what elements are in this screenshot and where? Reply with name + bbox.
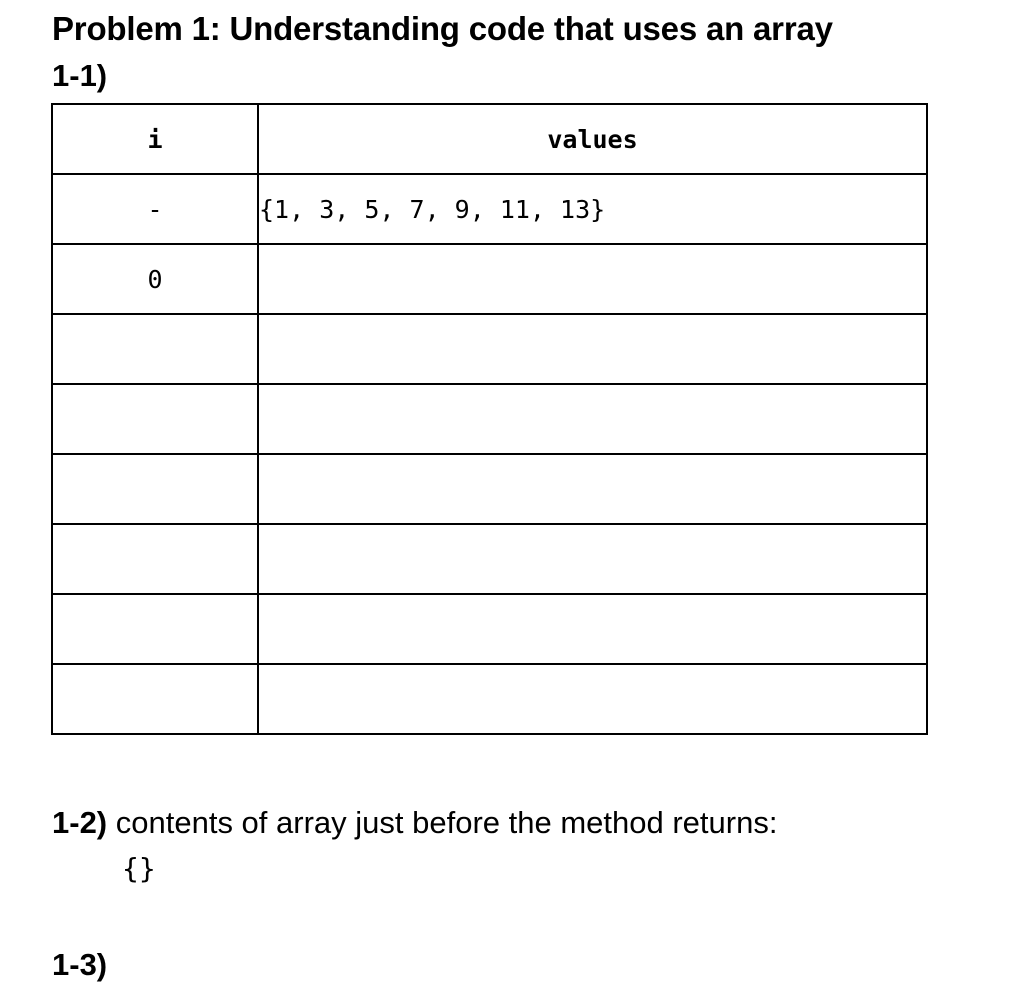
part-2-answer: {} [122, 852, 156, 885]
table-header-row [52, 104, 927, 174]
cell-i: - [52, 174, 258, 244]
cell-values: {1, 3, 5, 7, 9, 11, 13} [258, 174, 927, 244]
cell-values [258, 454, 927, 524]
part-2-question [52, 805, 777, 841]
cell-values [258, 384, 927, 454]
table-row [52, 664, 927, 734]
header-values: values [258, 104, 927, 174]
cell-values [258, 524, 927, 594]
table-row [52, 594, 927, 664]
problem-title: Problem 1: Understanding code that uses an array [52, 10, 833, 47]
cell-i [52, 664, 258, 734]
part-2-prompt: contents of array just before the method returns: [107, 805, 778, 840]
part-1-label: 1-1) [52, 58, 108, 93]
cell-values [258, 244, 927, 314]
table-row [52, 524, 927, 594]
cell-values [258, 594, 927, 664]
table-row [52, 454, 927, 524]
cell-i [52, 314, 258, 384]
part-2-label: 1-2) [52, 805, 108, 840]
table-row [52, 314, 927, 384]
cell-i [52, 594, 258, 664]
trace-table [51, 103, 928, 735]
header-i: i [52, 104, 258, 174]
table-row [52, 244, 927, 314]
table-row [52, 174, 927, 244]
cell-i [52, 524, 258, 594]
cell-values [258, 664, 927, 734]
cell-i [52, 454, 258, 524]
table-row [52, 384, 927, 454]
part-3-label: 1-3) [52, 947, 108, 982]
cell-values [258, 314, 927, 384]
cell-i [52, 384, 258, 454]
cell-i: 0 [52, 244, 258, 314]
